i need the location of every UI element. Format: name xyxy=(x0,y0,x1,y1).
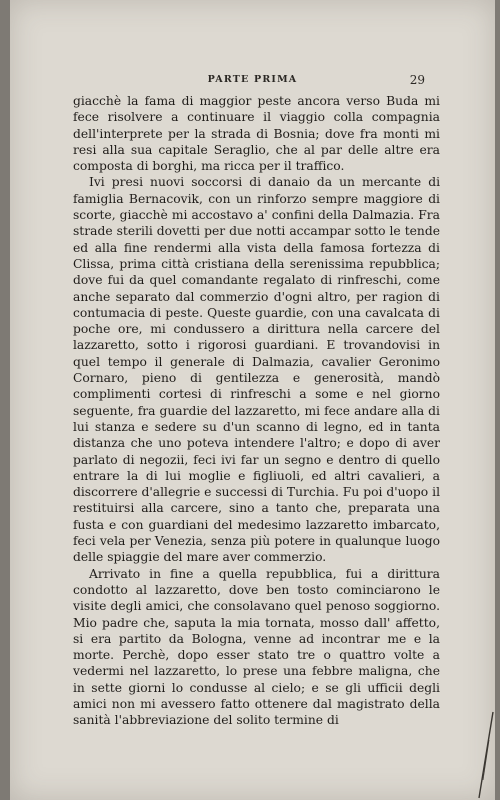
paragraph: Arrivato in fine a quella repubblica, fui a dirittura condotto al lazzaretto, dove ben tosto cominciarono le visite degli amici, che consolavano quel penoso soggiorno. Mio padre che, saputa la mia tornata, mosso dall' affetto, si era partito da Bologna, venne ad incontrar me e la morte. Perchè, dopo esser stato tre o quattro volte a vedermi nel lazzaretto, lo prese una febbre maligna, che in sette giorni lo condusse al cielo; e se gli ufficii degli amici non mi avessero fatto ottenere dal magistrato della sanità l'abbreviazione del solito termine di xyxy=(73,566,440,728)
body-text xyxy=(73,93,440,729)
page-header xyxy=(10,74,495,90)
book-page xyxy=(10,0,495,800)
paragraph: Ivi presi nuovi soccorsi di danaio da un mercante di famiglia Bernacovik, con un rinforzo sempre maggiore di scorte, giacchè mi accostavo a' confini della Dalmazia. Fra strade sterili dovetti per due notti accampar sotto le tende ed alla fine rendermi alla vista della famosa fortezza di Clissa, prima città cristiana della serenissima repubblica; dove fui da quel comandante regalato di rinfreschi, come anche separato dal commerzio d'ogni altro, per ragion di contumacia di peste. Queste guardie, con una cavalcata di poche ore, mi condussero a dirittura nella carcere del lazzaretto, sotto i rigorosi guardiani. E trovandovisi in quel tempo il generale di Dalmazia, cavalier Geronimo Cornaro, pieno di gentilezza e generosità, mandò complimenti cortesi di rinfreschi a some e nel giorno seguente, fra guardie del lazzaretto, mi fece andare alla di lui stanza e sedere su d'un scanno di legno, ed in tanta distanza che uno poteva intendere l'altro; e dopo di aver parlato di negozii, feci ivi far un segno e dentro di quello entrare la di lui moglie e figliuoli, ed altri cavalieri, a discorrere d'allegrie e successi di Turchia. Fu poi d'uopo il restituirsi alla carcere, sino a tanto che, preparata una fusta e con guardiani del medesimo lazzaretto imbarcato, feci vela per Venezia, senza più potere in qualunque luogo delle spiaggie del mare aver commerzio. xyxy=(73,175,440,565)
page-edge-mark xyxy=(473,710,495,800)
running-head: PARTE PRIMA xyxy=(207,74,298,85)
paragraph-continuation: giacchè la fama di maggior peste ancora verso Buda mi fece risolvere a continuare il viaggio colla compagnia dell'interprete per la strada di Bosnia; dove fra monti mi resi alla sua capitale Seraglio, che al par delle altre era composta di borghi, ma ricca per il traffico. xyxy=(73,94,440,174)
page-number: 29 xyxy=(409,73,425,87)
